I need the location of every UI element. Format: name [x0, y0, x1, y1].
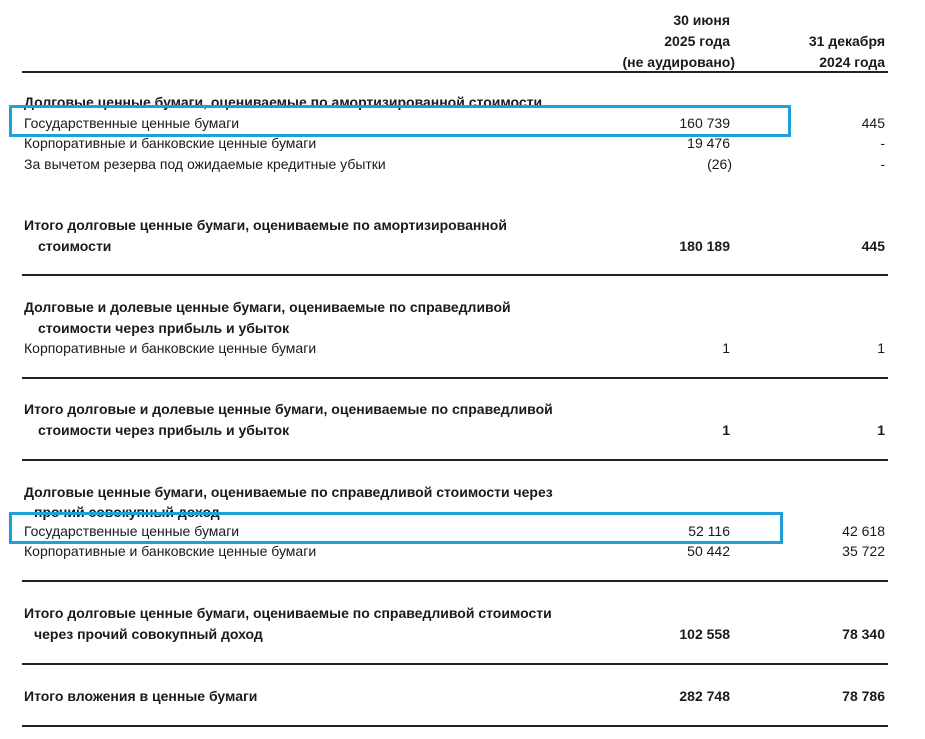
row-value-2024: 42 618 [842, 523, 885, 539]
section-title-fvoci-line2: прочий совокупный доход [34, 504, 220, 520]
grand-total-value-2025: 282 748 [679, 688, 730, 704]
header-date-line1: 30 июня [673, 12, 730, 28]
section-divider [22, 663, 888, 665]
row-label: Корпоративные и банковские ценные бумаги [24, 340, 317, 356]
section-title-fvoci-line1: Долговые ценные бумаги, оцениваемые по справедливой стоимости через [24, 484, 553, 500]
total-label-line2: стоимости [38, 238, 112, 254]
header-date-line2: 2025 года [664, 33, 730, 49]
row-value-2025: (26) [707, 156, 732, 172]
total-label-line1: Итого долговые ценные бумаги, оцениваемые по справедливой стоимости [24, 605, 552, 621]
row-value-2024: - [880, 135, 885, 151]
row-value-2025: 160 739 [679, 115, 730, 131]
section-title-amortized: Долговые ценные бумаги, оцениваемые по амортизированной стоимости [24, 94, 543, 110]
row-value-2025: 1 [722, 340, 730, 356]
section-title-fvtpl-line1: Долговые и долевые ценные бумаги, оцениваемые по справедливой [24, 299, 511, 315]
grand-total-label: Итого вложения в ценные бумаги [24, 688, 258, 704]
section-divider [22, 377, 888, 379]
row-label: Корпоративные и банковские ценные бумаги [24, 135, 317, 151]
section-divider [22, 274, 888, 276]
section-divider [22, 459, 888, 461]
row-label: Корпоративные и банковские ценные бумаги [24, 543, 317, 559]
row-value-2024: 35 722 [842, 543, 885, 559]
header-divider [22, 71, 888, 73]
grand-total-value-2024: 78 786 [842, 688, 885, 704]
row-label: Государственные ценные бумаги [24, 115, 240, 131]
row-value-2025: 19 476 [687, 135, 730, 151]
total-label-line2: через прочий совокупный доход [34, 626, 263, 642]
row-value-2024: 1 [877, 340, 885, 356]
total-value-2024: 78 340 [842, 626, 885, 642]
bottom-divider [22, 725, 888, 727]
row-value-2025: 52 116 [688, 523, 730, 539]
header-audit-note: (не аудировано) [622, 54, 735, 70]
row-label: За вычетом резерва под ожидаемые кредитные убытки [24, 156, 386, 172]
total-label-line1: Итого долговые и долевые ценные бумаги, оцениваемые по справедливой [24, 401, 553, 417]
header-date-line1: 31 декабря [808, 33, 885, 49]
total-label-line2: стоимости через прибыль и убыток [38, 422, 290, 438]
row-value-2024: - [880, 156, 885, 172]
row-value-2025: 50 442 [687, 543, 730, 559]
section-divider [22, 580, 888, 582]
total-value-2025: 180 189 [679, 238, 730, 254]
total-value-2025: 1 [722, 422, 730, 438]
row-label: Государственные ценные бумаги [24, 523, 240, 539]
section-title-fvtpl-line2: стоимости через прибыль и убыток [38, 320, 290, 336]
total-label-line1: Итого долговые ценные бумаги, оцениваемые по амортизированной [24, 217, 507, 233]
total-value-2025: 102 558 [679, 626, 730, 642]
total-value-2024: 1 [877, 422, 885, 438]
row-value-2024: 445 [861, 115, 885, 131]
header-date-line2: 2024 года [819, 54, 885, 70]
total-value-2024: 445 [861, 238, 885, 254]
